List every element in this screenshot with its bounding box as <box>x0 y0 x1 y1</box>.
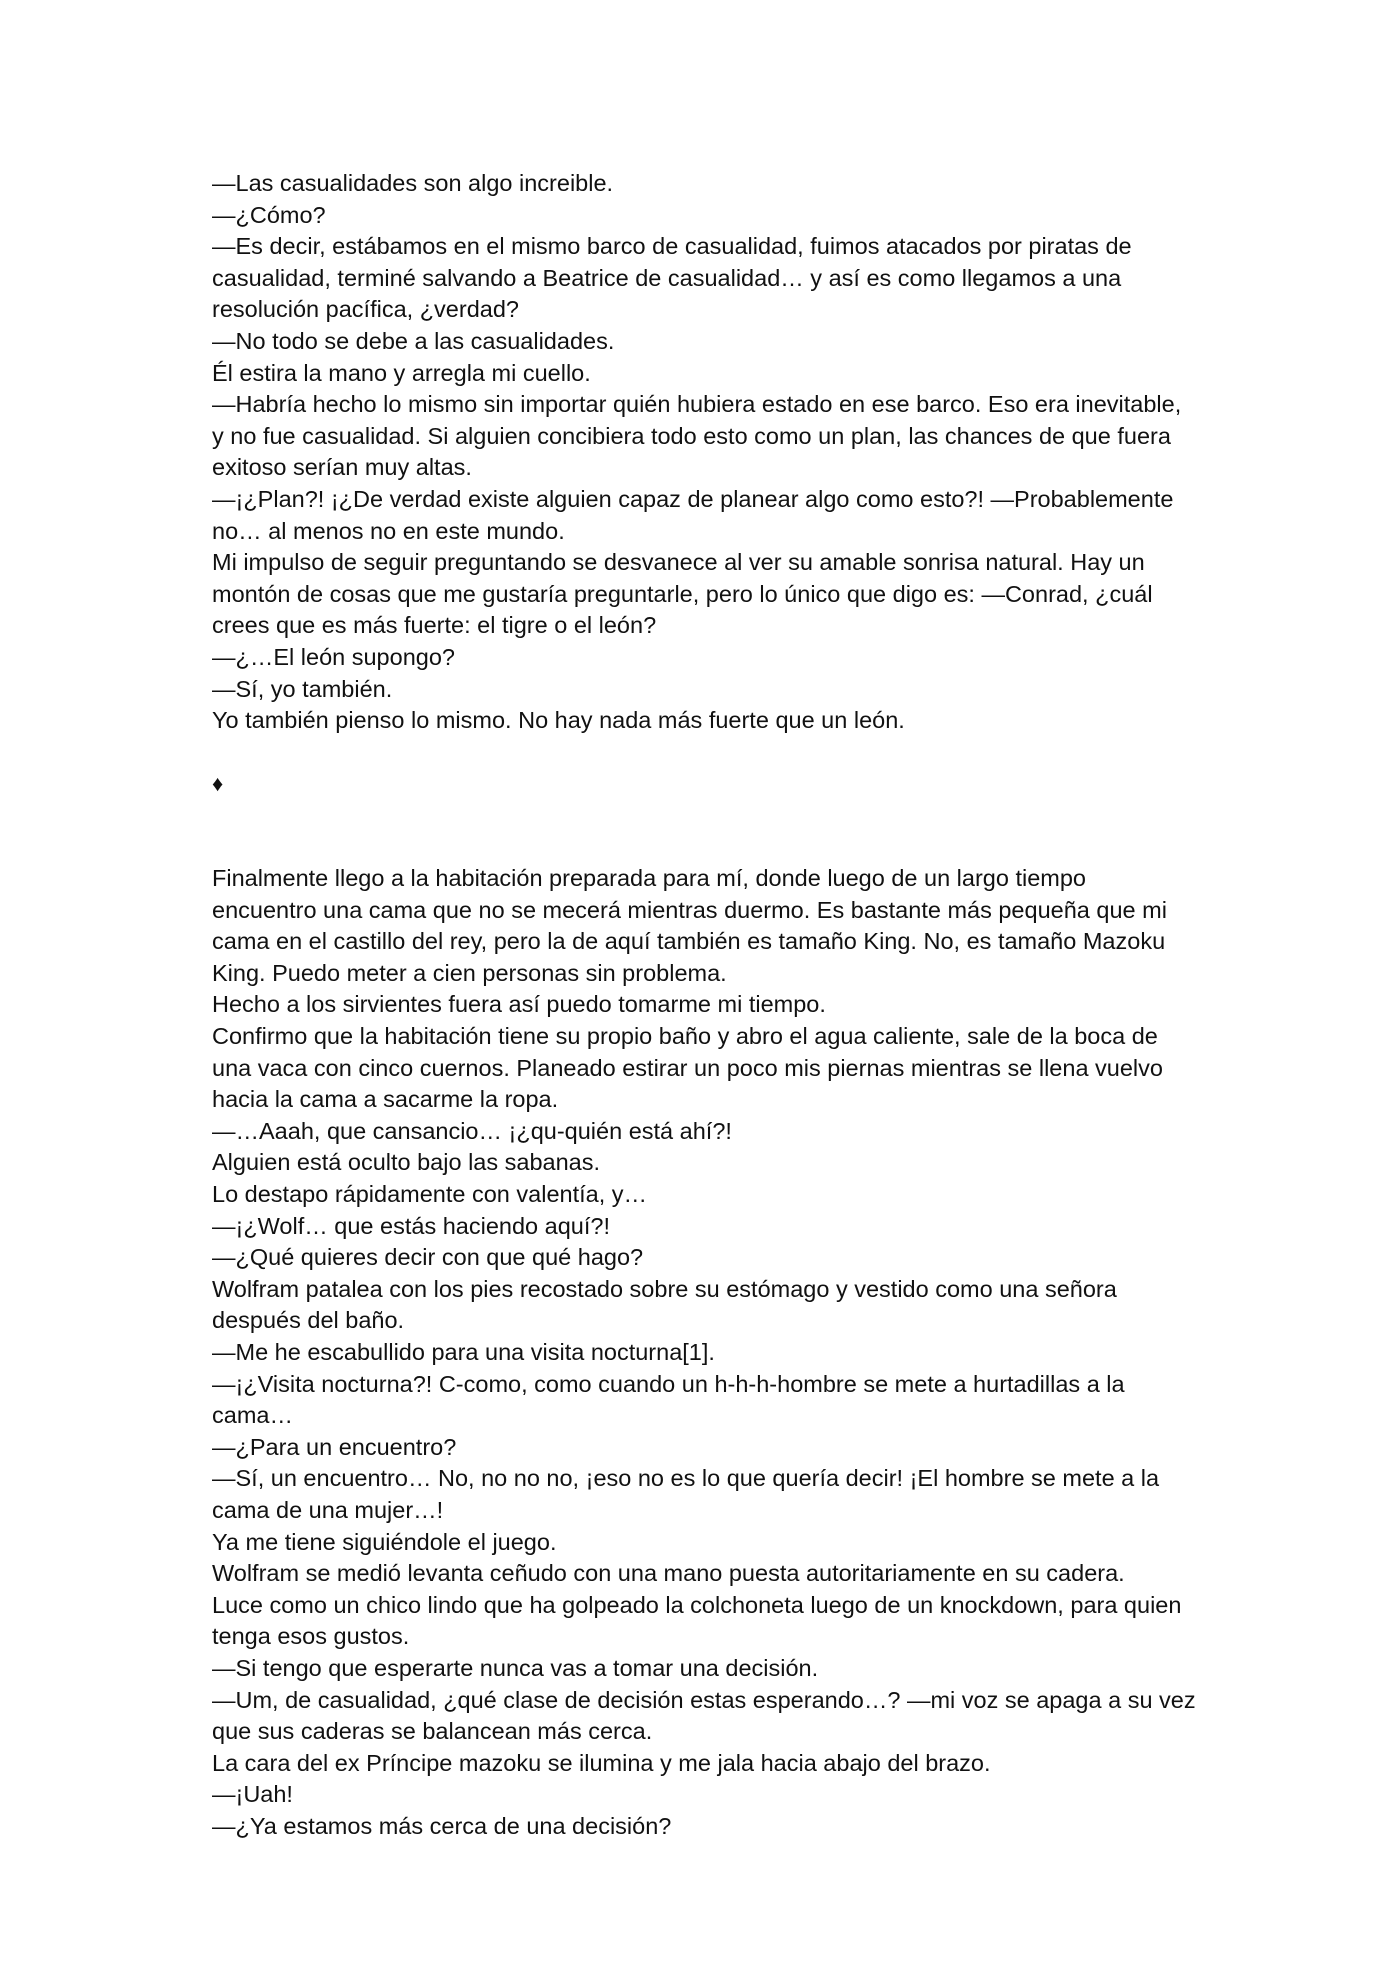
text-line: —Las casualidades son algo increible. <box>212 170 614 196</box>
spacer <box>212 831 1202 863</box>
text-line: encuentro una cama que no se mecerá mientras duermo. Es bastante más pequeña que mi <box>212 896 1167 923</box>
text-line: Ya me tiene siguiéndole el juego. <box>212 1528 557 1555</box>
text-line: Mi impulso de seguir preguntando se desvanece al ver su amable sonrisa natural. Hay un <box>212 549 1145 576</box>
text-line: Wolfram patalea con los pies recostado sobre su estómago y vestido como una señora <box>212 1275 1117 1302</box>
text-line: —Es decir, estábamos en el mismo barco de casualidad, fuimos atacados por piratas de <box>212 233 1132 260</box>
text-line: exitoso serían muy altas. <box>212 454 472 481</box>
text-line: cama de una mujer…! <box>212 1496 444 1523</box>
text-line: Hecho a los sirvientes fuera así puedo tomarme mi tiempo. <box>212 991 826 1018</box>
text-line: —Habría hecho lo mismo sin importar quién hubiera estado en ese barco. Eso era inevitable, <box>212 391 1182 418</box>
text-line: después del baño. <box>212 1307 405 1334</box>
text-line: —Me he escabullido para una visita nocturna[1]. <box>212 1338 715 1365</box>
text-line: —¿Qué quieres decir con que qué hago? <box>212 1244 644 1271</box>
text-block-1 <box>212 168 1202 737</box>
text-line: —¡Uah! <box>212 1781 293 1808</box>
text-line: Alguien está oculto bajo las sabanas. <box>212 1149 601 1176</box>
text-line: una vaca con cinco cuernos. Planeado estirar un poco mis piernas mientras se llena vuelvo <box>212 1054 1163 1081</box>
text-line: —¿Para un encuentro? <box>212 1433 457 1460</box>
text-line: —¿Cómo? <box>212 201 326 228</box>
text-block-2 <box>212 863 1202 1842</box>
text-line: tenga esos gustos. <box>212 1623 410 1650</box>
text-line: no… al menos no en este mundo. <box>212 517 565 544</box>
text-line: hacia la cama a sacarme la ropa. <box>212 1086 559 1113</box>
text-line: Yo también pienso lo mismo. No hay nada más fuerte que un león. <box>212 707 905 734</box>
text-line: —¡¿Visita nocturna?! C-como, como cuando un h-h-h-hombre se mete a hurtadillas a la <box>212 1370 1125 1397</box>
text-line: Luce como un chico lindo que ha golpeado la colchoneta luego de un knockdown, para quien <box>212 1591 1182 1618</box>
text-line: Wolfram se medió levanta ceñudo con una mano puesta autoritariamente en su cadera. <box>212 1560 1125 1587</box>
text-line: —Sí, yo también. <box>212 675 393 702</box>
text-line: y no fue casualidad. Si alguien concibiera todo esto como un plan, las chances de que fuera <box>212 422 1171 449</box>
text-line: —No todo se debe a las casualidades. <box>212 327 615 354</box>
text-line: King. Puedo meter a cien personas sin problema. <box>212 959 727 986</box>
text-line: Finalmente llego a la habitación preparada para mí, donde luego de un largo tiempo <box>212 865 1086 892</box>
spacer <box>212 800 1202 832</box>
text-line: crees que es más fuerte: el tigre o el león? <box>212 612 657 639</box>
spacer <box>212 737 1202 769</box>
text-line: —¿Ya estamos más cerca de una decisión? <box>212 1812 672 1839</box>
section-separator-diamond: ♦ <box>212 771 224 797</box>
text-line: —¿…El león supongo? <box>212 643 455 670</box>
text-line: que sus caderas se balancean más cerca. <box>212 1718 653 1745</box>
text-line: resolución pacífica, ¿verdad? <box>212 296 519 323</box>
text-line: Confirmo que la habitación tiene su propio baño y abro el agua caliente, sale de la boca de <box>212 1023 1158 1050</box>
text-line: cama… <box>212 1402 293 1429</box>
text-line: casualidad, terminé salvando a Beatrice de casualidad… y así es como llegamos a una <box>212 264 1122 291</box>
text-line: Él estira la mano y arregla mi cuello. <box>212 359 591 386</box>
text-line: —¡¿Plan?! ¡¿De verdad existe alguien capaz de planear algo como esto?! —Probablemente <box>212 485 1174 512</box>
document-page <box>212 168 1202 1842</box>
text-line: —¡¿Wolf… que estás haciendo aquí?! <box>212 1212 610 1239</box>
text-line: La cara del ex Príncipe mazoku se ilumina y me jala hacia abajo del brazo. <box>212 1749 991 1776</box>
text-line: Lo destapo rápidamente con valentía, y… <box>212 1181 648 1207</box>
text-line: —Si tengo que esperarte nunca vas a tomar una decisión. <box>212 1654 819 1681</box>
text-line: —Sí, un encuentro… No, no no no, ¡eso no es lo que quería decir! ¡El hombre se mete a la <box>212 1465 1160 1492</box>
text-line: —Um, de casualidad, ¿qué clase de decisión estas esperando…? —mi voz se apaga a su vez <box>212 1686 1196 1713</box>
text-line: cama en el castillo del rey, pero la de aquí también es tamaño King. No, es tamaño Mazoku <box>212 928 1166 955</box>
text-line: —…Aaah, que cansancio… ¡¿qu-quién está ahí?! <box>212 1117 732 1144</box>
text-line: montón de cosas que me gustaría preguntarle, pero lo único que digo es: —Conrad, ¿cuál <box>212 580 1153 607</box>
